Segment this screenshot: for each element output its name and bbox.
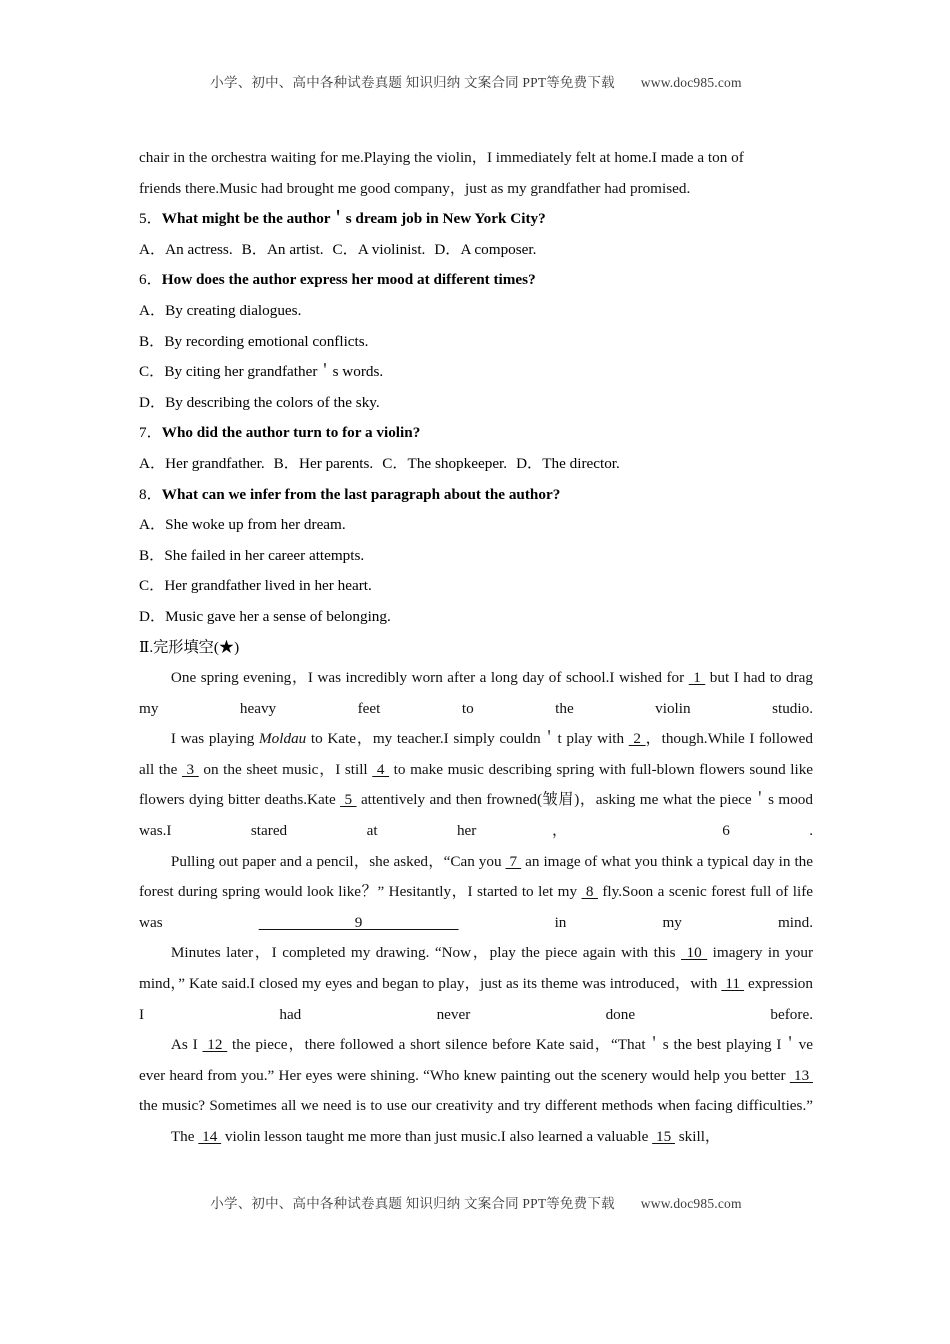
header-watermark-text: 小学、初中、高中各种试卷真题 知识归纳 文案合同 PPT等免费下载 (210, 75, 615, 90)
cloze-text: expression I had never done before. (139, 975, 813, 1023)
option-text: By describing the colors of the sky. (165, 393, 380, 411)
question-6-text: How does the author express her mood at different times? (161, 271, 536, 289)
cloze-paragraph-3 (139, 847, 813, 939)
option-label: A． (139, 301, 166, 319)
question-8-option-b[interactable] (139, 541, 813, 572)
cloze-piece-title: Moldau (259, 730, 307, 748)
passage-tail-line-2: friends there.Music had brought me good company，just as my grandfather had promised. (139, 179, 691, 197)
cloze-text: I was playing (170, 730, 260, 748)
option-text: By creating dialogues. (165, 301, 302, 319)
option-label: C． (382, 454, 408, 472)
option-label: B． (139, 332, 165, 350)
cloze-text: fly.Soon a scenic forest full of life was (139, 883, 814, 931)
option-label: A． (139, 516, 166, 534)
option-label: B． (273, 454, 299, 472)
option-text: She failed in her career attempts. (164, 546, 365, 564)
option-label: D． (434, 240, 461, 258)
cloze-blank-10[interactable]: 10 (681, 944, 708, 962)
cloze-paragraph-1 (139, 663, 813, 724)
cloze-text: but I had to drag my heavy feet to the violin studio. (139, 669, 813, 717)
option-text[interactable]: A composer. (460, 240, 537, 258)
question-6-option-b[interactable] (139, 327, 813, 358)
option-label: C． (139, 363, 165, 381)
option-label: D． (139, 393, 166, 411)
option-text[interactable]: The director. (542, 454, 620, 472)
cloze-text: attentively and then frowned(皱眉)，asking me what the piece＇s mood was.I stared at her， (139, 791, 813, 840)
footer-watermark-text: 小学、初中、高中各种试卷真题 知识归纳 文案合同 PPT等免费下载 (210, 1196, 615, 1211)
cloze-text: imagery in your mind，” Kate said.I closed my eyes and began to play，just as its theme was introduced，with (139, 944, 814, 993)
option-text: By recording emotional conflicts. (164, 332, 369, 350)
cloze-paragraph-4 (139, 938, 813, 1030)
cloze-text: The (170, 1128, 199, 1145)
cloze-text: to make music describing spring with full-blown flowers sound like flowers dying bitter deaths.Kate (139, 760, 814, 809)
option-label: A． (139, 454, 166, 472)
cloze-text: on the sheet music，I still (198, 760, 373, 778)
cloze-text: Pulling out paper and a pencil，she asked，“Can you (170, 852, 506, 870)
cloze-text: . (809, 822, 814, 840)
header-watermark-url: www.doc985.com (640, 75, 742, 90)
cloze-blank-2[interactable]: 2 (628, 730, 646, 748)
cloze-blank-9[interactable]: 9 (258, 913, 459, 931)
option-text[interactable]: A violinist. (357, 240, 426, 258)
option-label: B． (139, 546, 165, 564)
cloze-blank-11[interactable]: 11 (721, 975, 745, 993)
option-label: C． (332, 240, 358, 258)
option-text[interactable]: The shopkeeper. (407, 454, 508, 472)
cloze-text: Minutes later，I completed my drawing. “Now，play the piece again with this (170, 944, 682, 962)
question-6-stem (139, 265, 813, 296)
cloze-blank-14[interactable]: 14 (198, 1128, 222, 1145)
cloze-text: skill， (674, 1128, 721, 1145)
option-label: A． (139, 240, 166, 258)
option-text[interactable]: An artist. (266, 240, 324, 258)
question-7-options (139, 449, 813, 480)
option-text: Her grandfather lived in her heart. (164, 577, 372, 595)
section-heading-cloze: Ⅱ.完形填空(★) (139, 638, 240, 656)
cloze-text: to Kate，my teacher.I simply couldn＇t play with (306, 730, 629, 748)
question-7-stem (139, 418, 813, 449)
option-text: By citing her grandfather＇s words. (164, 363, 384, 381)
option-text[interactable]: Her parents. (299, 454, 374, 472)
cloze-paragraph-5 (139, 1030, 813, 1122)
footer-watermark-url: www.doc985.com (640, 1196, 742, 1211)
passage-tail-line-1: chair in the orchestra waiting for me.Playing the violin，I immediately felt at home.I made a ton of (139, 149, 744, 166)
question-5-text: What might be the author＇s dream job in New York City? (161, 210, 546, 228)
cloze-paragraph-2 (139, 724, 813, 846)
cloze-blank-8[interactable]: 8 (581, 883, 598, 901)
question-7-text: Who did the author turn to for a violin? (161, 424, 421, 442)
question-6-option-d[interactable] (139, 388, 813, 419)
question-6-option-c[interactable] (139, 357, 813, 388)
question-5-options (139, 235, 813, 266)
question-7-number: 7． (139, 424, 162, 442)
question-8-number: 8． (139, 485, 162, 503)
cloze-blank-13[interactable]: 13 (789, 1066, 813, 1084)
cloze-blank-15[interactable]: 15 (652, 1128, 675, 1145)
option-label: D． (139, 607, 166, 625)
cloze-text: ，though.While I followed all the (139, 730, 813, 778)
cloze-text: One spring evening，I was incredibly worn after a long day of school.I wished for (170, 669, 689, 687)
cloze-blank-7[interactable]: 7 (505, 852, 522, 870)
cloze-text: violin lesson taught me more than just music.I also learned a valuable (221, 1128, 653, 1145)
cloze-blank-12[interactable]: 12 (202, 1036, 228, 1054)
cloze-blank-6[interactable]: 6 (642, 822, 810, 840)
option-text[interactable]: Her grandfather. (165, 454, 265, 472)
cloze-text: an image of what you think a typical day in the forest during spring would look like？” Hesitantly，I started to let my (139, 852, 813, 901)
cloze-blank-5[interactable]: 5 (340, 791, 357, 809)
question-8-text: What can we infer from the last paragraph about the author? (161, 485, 561, 503)
cloze-text: the piece，there followed a short silence before Kate said，“That＇s the best playing I＇ve ever heard from you.” Her eyes were shining. “Who knew painting out the scenery would help you better (139, 1036, 814, 1084)
option-label: B． (241, 240, 267, 258)
question-8-stem (139, 480, 813, 511)
option-text: She woke up from her dream. (165, 516, 346, 534)
cloze-blank-3[interactable]: 3 (181, 760, 199, 778)
cloze-blank-1[interactable]: 1 (688, 669, 706, 687)
cloze-text: the music? Sometimes all we need is to use our creativity and try different methods when facing difficulties.” (139, 1097, 813, 1115)
question-8-option-a[interactable] (139, 510, 813, 541)
footer-watermark (139, 1192, 813, 1212)
cloze-paragraph-6 (139, 1122, 813, 1153)
question-8-option-d[interactable] (139, 602, 813, 633)
question-5-number: 5． (139, 210, 162, 228)
question-6-option-a[interactable] (139, 296, 813, 327)
cloze-text: in my mind. (458, 913, 814, 931)
option-text[interactable]: An actress. (165, 240, 233, 258)
option-label: D． (516, 454, 543, 472)
cloze-text: As I (170, 1036, 203, 1054)
option-label: C． (139, 577, 165, 595)
header-watermark (139, 71, 813, 91)
question-8-option-c[interactable] (139, 571, 813, 602)
question-5-stem (139, 204, 813, 235)
document-body (139, 143, 813, 1153)
option-text: Music gave her a sense of belonging. (165, 607, 391, 625)
question-6-number: 6． (139, 271, 162, 289)
cloze-blank-4[interactable]: 4 (372, 760, 390, 778)
